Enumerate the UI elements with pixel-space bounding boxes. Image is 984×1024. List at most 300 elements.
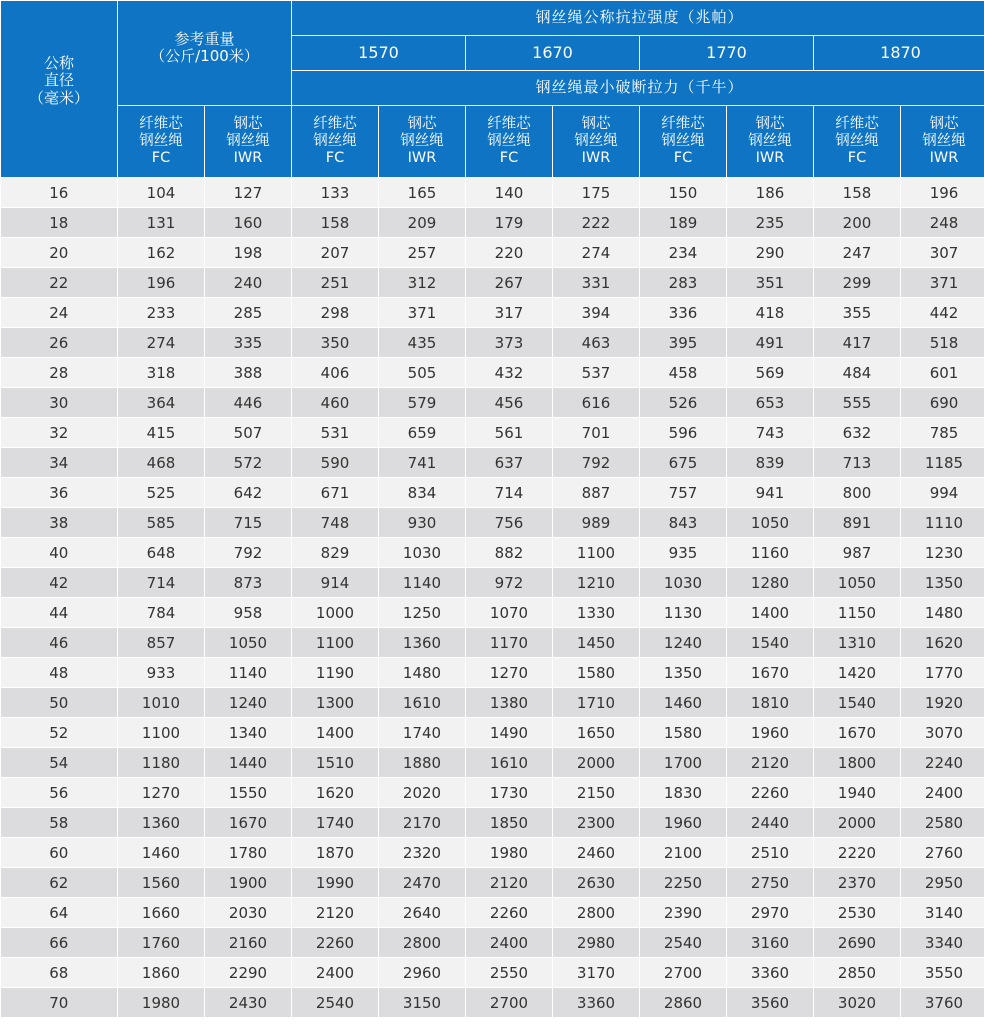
core-label-line: FC: [499, 149, 519, 166]
value-cell: 914: [292, 568, 379, 598]
diameter-cell: 36: [1, 478, 118, 508]
fc-core-header: [118, 106, 205, 178]
value-cell: 355: [814, 298, 901, 328]
value-cell: 2120: [727, 748, 814, 778]
value-cell: 2260: [466, 898, 553, 928]
value-cell: 715: [205, 508, 292, 538]
value-cell: 158: [814, 178, 901, 208]
diameter-cell: 26: [1, 328, 118, 358]
value-cell: 458: [640, 358, 727, 388]
table-row: [1, 868, 984, 898]
value-cell: 1350: [640, 658, 727, 688]
value-cell: 1860: [118, 958, 205, 988]
value-cell: 298: [292, 298, 379, 328]
value-cell: 350: [292, 328, 379, 358]
table-row: [1, 268, 984, 298]
core-label-line: 钢丝绳: [400, 133, 444, 150]
diameter-cell: 46: [1, 628, 118, 658]
value-cell: 1360: [118, 808, 205, 838]
table-row: [1, 898, 984, 928]
value-cell: 642: [205, 478, 292, 508]
value-cell: 2440: [727, 808, 814, 838]
fc-core-header: [814, 106, 901, 178]
iwr-core-header: [727, 106, 814, 178]
value-cell: 1980: [118, 988, 205, 1018]
table-row: [1, 598, 984, 628]
value-cell: 131: [118, 208, 205, 238]
value-cell: 632: [814, 418, 901, 448]
value-cell: 743: [727, 418, 814, 448]
core-label-line: 钢丝绳: [922, 133, 966, 150]
value-cell: 2630: [553, 868, 640, 898]
value-cell: 800: [814, 478, 901, 508]
value-cell: 133: [292, 178, 379, 208]
table-row: [1, 958, 984, 988]
value-cell: 2700: [640, 958, 727, 988]
value-cell: 3070: [901, 718, 984, 748]
value-cell: 2970: [727, 898, 814, 928]
value-cell: 2120: [292, 898, 379, 928]
core-label-line: IWR: [755, 149, 785, 166]
diameter-cell: 28: [1, 358, 118, 388]
table-row: [1, 628, 984, 658]
table-row: [1, 448, 984, 478]
value-cell: 2260: [292, 928, 379, 958]
value-cell: 394: [553, 298, 640, 328]
iwr-core-header: [205, 106, 292, 178]
table-row: [1, 718, 984, 748]
value-cell: 456: [466, 388, 553, 418]
core-label-line: 钢丝绳: [487, 133, 531, 150]
value-cell: 935: [640, 538, 727, 568]
value-cell: 1610: [466, 748, 553, 778]
value-cell: 335: [205, 328, 292, 358]
value-cell: 1110: [901, 508, 984, 538]
value-cell: 1030: [640, 568, 727, 598]
core-label-line: 纤维芯: [139, 116, 183, 133]
value-cell: 2470: [379, 868, 466, 898]
fc-core-header: [640, 106, 727, 178]
diameter-cell: 22: [1, 268, 118, 298]
value-cell: 1460: [640, 688, 727, 718]
value-cell: 505: [379, 358, 466, 388]
value-cell: 1010: [118, 688, 205, 718]
value-cell: 2640: [379, 898, 466, 928]
value-cell: 1670: [727, 658, 814, 688]
diameter-cell: 20: [1, 238, 118, 268]
value-cell: 285: [205, 298, 292, 328]
diameter-cell: 48: [1, 658, 118, 688]
value-cell: 1400: [292, 718, 379, 748]
value-cell: 2320: [379, 838, 466, 868]
value-cell: 220: [466, 238, 553, 268]
value-cell: 3760: [901, 988, 984, 1018]
value-cell: 757: [640, 478, 727, 508]
value-cell: 3140: [901, 898, 984, 928]
value-cell: 175: [553, 178, 640, 208]
iwr-core-header: [553, 106, 640, 178]
weight-label-line-2: （公斤/100米）: [150, 47, 259, 66]
value-cell: 1190: [292, 658, 379, 688]
value-cell: 1900: [205, 868, 292, 898]
diameter-label-line-1: 公称: [43, 54, 74, 72]
value-cell: 887: [553, 478, 640, 508]
value-cell: 839: [727, 448, 814, 478]
value-cell: 648: [118, 538, 205, 568]
value-cell: 653: [727, 388, 814, 418]
value-cell: 395: [640, 328, 727, 358]
value-cell: 1360: [379, 628, 466, 658]
diameter-cell: 60: [1, 838, 118, 868]
value-cell: 283: [640, 268, 727, 298]
value-cell: 127: [205, 178, 292, 208]
table-body: [1, 178, 984, 1018]
value-cell: 659: [379, 418, 466, 448]
value-cell: 1450: [553, 628, 640, 658]
value-cell: 1150: [814, 598, 901, 628]
diameter-cell: 42: [1, 568, 118, 598]
value-cell: 1990: [292, 868, 379, 898]
value-cell: 1960: [727, 718, 814, 748]
value-cell: 1660: [118, 898, 205, 928]
grade-1770: 1770: [640, 36, 814, 71]
diameter-cell: 32: [1, 418, 118, 448]
value-cell: 989: [553, 508, 640, 538]
value-cell: 714: [118, 568, 205, 598]
value-cell: 1620: [292, 778, 379, 808]
value-cell: 2960: [379, 958, 466, 988]
value-cell: 388: [205, 358, 292, 388]
value-cell: 442: [901, 298, 984, 328]
value-cell: 446: [205, 388, 292, 418]
diameter-cell: 68: [1, 958, 118, 988]
value-cell: 972: [466, 568, 553, 598]
table-row: [1, 358, 984, 388]
value-cell: 209: [379, 208, 466, 238]
value-cell: 2260: [727, 778, 814, 808]
value-cell: 1740: [379, 718, 466, 748]
value-cell: 616: [553, 388, 640, 418]
value-cell: 1100: [118, 718, 205, 748]
table-row: [1, 568, 984, 598]
core-label-line: 钢丝绳: [139, 133, 183, 150]
value-cell: 507: [205, 418, 292, 448]
value-cell: 491: [727, 328, 814, 358]
table-row: [1, 658, 984, 688]
value-cell: 2460: [553, 838, 640, 868]
value-cell: 1050: [205, 628, 292, 658]
value-cell: 234: [640, 238, 727, 268]
value-cell: 1030: [379, 538, 466, 568]
core-label-line: FC: [325, 149, 345, 166]
value-cell: 196: [118, 268, 205, 298]
value-cell: 2430: [205, 988, 292, 1018]
table-row: [1, 388, 984, 418]
value-cell: 233: [118, 298, 205, 328]
value-cell: 2100: [640, 838, 727, 868]
value-cell: 1810: [727, 688, 814, 718]
value-cell: 2030: [205, 898, 292, 928]
value-cell: 756: [466, 508, 553, 538]
value-cell: 1300: [292, 688, 379, 718]
value-cell: 1920: [901, 688, 984, 718]
value-cell: 958: [205, 598, 292, 628]
value-cell: 2240: [901, 748, 984, 778]
core-label-line: 钢芯: [233, 116, 263, 133]
value-cell: 2550: [466, 958, 553, 988]
value-cell: 1730: [466, 778, 553, 808]
value-cell: 351: [727, 268, 814, 298]
value-cell: 675: [640, 448, 727, 478]
value-cell: 701: [553, 418, 640, 448]
value-cell: 1850: [466, 808, 553, 838]
value-cell: 1170: [466, 628, 553, 658]
weight-header: [118, 1, 292, 106]
value-cell: 2800: [379, 928, 466, 958]
diameter-header: [1, 1, 118, 178]
value-cell: 2120: [466, 868, 553, 898]
value-cell: 267: [466, 268, 553, 298]
iwr-core-header: [901, 106, 984, 178]
value-cell: 741: [379, 448, 466, 478]
value-cell: 1650: [553, 718, 640, 748]
value-cell: 987: [814, 538, 901, 568]
value-cell: 1240: [640, 628, 727, 658]
value-cell: 274: [553, 238, 640, 268]
value-cell: 158: [292, 208, 379, 238]
weight-label-line-1: 参考重量: [174, 30, 235, 48]
value-cell: 3340: [901, 928, 984, 958]
table-row: [1, 508, 984, 538]
value-cell: 251: [292, 268, 379, 298]
value-cell: 1610: [379, 688, 466, 718]
value-cell: 526: [640, 388, 727, 418]
core-label-line: 钢丝绳: [748, 133, 792, 150]
value-cell: 1510: [292, 748, 379, 778]
value-cell: 1330: [553, 598, 640, 628]
value-cell: 2250: [640, 868, 727, 898]
value-cell: 299: [814, 268, 901, 298]
value-cell: 1940: [814, 778, 901, 808]
diameter-label-line-3: （毫米）: [28, 88, 89, 107]
table-row: [1, 238, 984, 268]
value-cell: 2690: [814, 928, 901, 958]
value-cell: 537: [553, 358, 640, 388]
core-label-line: 钢芯: [407, 116, 437, 133]
table-row: [1, 328, 984, 358]
table-row: [1, 838, 984, 868]
value-cell: 2390: [640, 898, 727, 928]
value-cell: 318: [118, 358, 205, 388]
core-label-line: 钢丝绳: [661, 133, 705, 150]
value-cell: 671: [292, 478, 379, 508]
value-cell: 2300: [553, 808, 640, 838]
value-cell: 1185: [901, 448, 984, 478]
value-cell: 222: [553, 208, 640, 238]
value-cell: 2540: [640, 928, 727, 958]
value-cell: 1740: [292, 808, 379, 838]
diameter-cell: 52: [1, 718, 118, 748]
value-cell: 1420: [814, 658, 901, 688]
diameter-cell: 18: [1, 208, 118, 238]
value-cell: 1160: [727, 538, 814, 568]
value-cell: 3560: [727, 988, 814, 1018]
value-cell: 1280: [727, 568, 814, 598]
value-cell: 1340: [205, 718, 292, 748]
value-cell: 882: [466, 538, 553, 568]
value-cell: 1480: [379, 658, 466, 688]
value-cell: 2020: [379, 778, 466, 808]
value-cell: 371: [901, 268, 984, 298]
table-row: [1, 538, 984, 568]
diameter-cell: 70: [1, 988, 118, 1018]
value-cell: 1960: [640, 808, 727, 838]
value-cell: 2400: [466, 928, 553, 958]
value-cell: 1380: [466, 688, 553, 718]
value-cell: 1100: [292, 628, 379, 658]
table-row: [1, 478, 984, 508]
value-cell: 1270: [466, 658, 553, 688]
core-label-line: 纤维芯: [835, 116, 879, 133]
value-cell: 1540: [727, 628, 814, 658]
value-cell: 531: [292, 418, 379, 448]
value-cell: 104: [118, 178, 205, 208]
value-cell: 1830: [640, 778, 727, 808]
fc-core-header: [466, 106, 553, 178]
value-cell: 930: [379, 508, 466, 538]
value-cell: 1270: [118, 778, 205, 808]
value-cell: 2000: [553, 748, 640, 778]
value-cell: 1100: [553, 538, 640, 568]
diameter-cell: 34: [1, 448, 118, 478]
value-cell: 834: [379, 478, 466, 508]
diameter-cell: 16: [1, 178, 118, 208]
table-row: [1, 298, 984, 328]
value-cell: 247: [814, 238, 901, 268]
value-cell: 2400: [901, 778, 984, 808]
value-cell: 1670: [205, 808, 292, 838]
value-cell: 2000: [814, 808, 901, 838]
value-cell: 1070: [466, 598, 553, 628]
value-cell: 1980: [466, 838, 553, 868]
value-cell: 941: [727, 478, 814, 508]
value-cell: 714: [466, 478, 553, 508]
fc-core-header: [292, 106, 379, 178]
value-cell: 2370: [814, 868, 901, 898]
table-row: [1, 178, 984, 208]
value-cell: 1460: [118, 838, 205, 868]
value-cell: 3550: [901, 958, 984, 988]
value-cell: 518: [901, 328, 984, 358]
value-cell: 2850: [814, 958, 901, 988]
diameter-cell: 62: [1, 868, 118, 898]
core-label-line: 纤维芯: [661, 116, 705, 133]
value-cell: 2540: [292, 988, 379, 1018]
value-cell: 307: [901, 238, 984, 268]
value-cell: 1350: [901, 568, 984, 598]
diameter-cell: 64: [1, 898, 118, 928]
value-cell: 933: [118, 658, 205, 688]
value-cell: 784: [118, 598, 205, 628]
strength-title: 钢丝绳公称抗拉强度（兆帕）: [292, 1, 984, 36]
diameter-cell: 56: [1, 778, 118, 808]
grade-1570: 1570: [292, 36, 466, 71]
value-cell: 3160: [727, 928, 814, 958]
grade-1870: 1870: [814, 36, 984, 71]
value-cell: 2750: [727, 868, 814, 898]
value-cell: 179: [466, 208, 553, 238]
core-label-line: FC: [151, 149, 171, 166]
core-label-line: 钢丝绳: [313, 133, 357, 150]
value-cell: 257: [379, 238, 466, 268]
core-label-line: 钢芯: [755, 116, 785, 133]
value-cell: 2220: [814, 838, 901, 868]
value-cell: 460: [292, 388, 379, 418]
value-cell: 569: [727, 358, 814, 388]
value-cell: 579: [379, 388, 466, 418]
value-cell: 150: [640, 178, 727, 208]
value-cell: 317: [466, 298, 553, 328]
value-cell: 371: [379, 298, 466, 328]
value-cell: 1870: [292, 838, 379, 868]
diameter-cell: 40: [1, 538, 118, 568]
value-cell: 3360: [727, 958, 814, 988]
value-cell: 994: [901, 478, 984, 508]
value-cell: 1770: [901, 658, 984, 688]
value-cell: 248: [901, 208, 984, 238]
diameter-cell: 50: [1, 688, 118, 718]
value-cell: 207: [292, 238, 379, 268]
value-cell: 1580: [640, 718, 727, 748]
value-cell: 2530: [814, 898, 901, 928]
diameter-cell: 38: [1, 508, 118, 538]
value-cell: 555: [814, 388, 901, 418]
value-cell: 463: [553, 328, 640, 358]
value-cell: 415: [118, 418, 205, 448]
value-cell: 1780: [205, 838, 292, 868]
core-label-line: IWR: [233, 149, 263, 166]
value-cell: 1180: [118, 748, 205, 778]
iwr-core-header: [379, 106, 466, 178]
value-cell: 290: [727, 238, 814, 268]
value-cell: 1140: [205, 658, 292, 688]
value-cell: 1240: [205, 688, 292, 718]
core-type-row: [1, 106, 984, 178]
value-cell: 843: [640, 508, 727, 538]
value-cell: 637: [466, 448, 553, 478]
table-header: [1, 1, 984, 178]
value-cell: 1580: [553, 658, 640, 688]
value-cell: 1050: [727, 508, 814, 538]
value-cell: 2580: [901, 808, 984, 838]
value-cell: 162: [118, 238, 205, 268]
value-cell: 525: [118, 478, 205, 508]
table-row: [1, 208, 984, 238]
value-cell: 2160: [205, 928, 292, 958]
core-label-line: IWR: [407, 149, 437, 166]
value-cell: 373: [466, 328, 553, 358]
value-cell: 792: [205, 538, 292, 568]
diameter-cell: 66: [1, 928, 118, 958]
value-cell: 1560: [118, 868, 205, 898]
value-cell: 1250: [379, 598, 466, 628]
value-cell: 2700: [466, 988, 553, 1018]
value-cell: 235: [727, 208, 814, 238]
value-cell: 1310: [814, 628, 901, 658]
table-row: [1, 988, 984, 1018]
value-cell: 1550: [205, 778, 292, 808]
value-cell: 1800: [814, 748, 901, 778]
